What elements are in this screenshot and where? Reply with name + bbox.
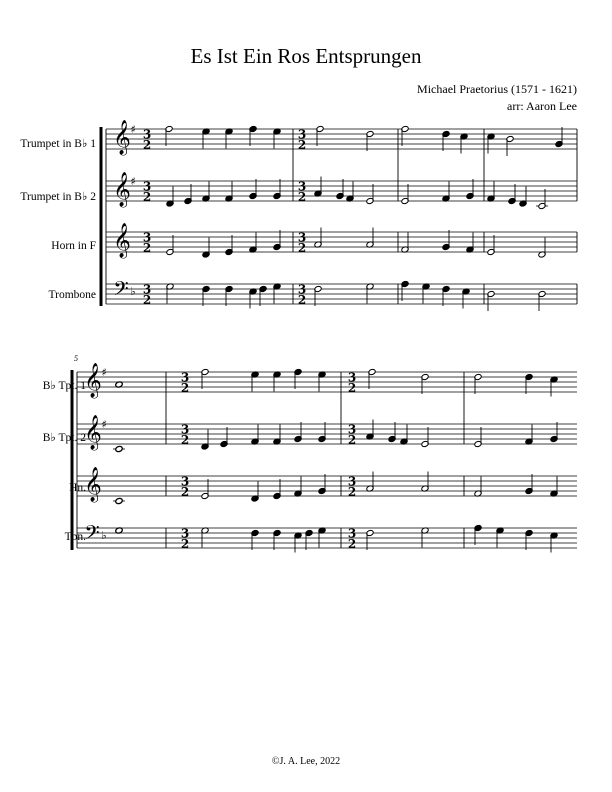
key-sharp-icon: ♯ xyxy=(130,175,136,188)
instrument-name-trombone: Trombone xyxy=(48,289,96,301)
instrument-name-trumpet-1: Trumpet in B♭ 1 xyxy=(20,138,96,150)
system1-time-signature-top: 3 xyxy=(142,127,152,142)
treble-clef-icon: 𝄞 xyxy=(84,467,102,502)
score-title: Es Ist Ein Ros Entsprungen xyxy=(190,44,422,68)
instrument-name-trumpet-2: Trumpet in B♭ 2 xyxy=(20,191,96,203)
system2-time-signature-top: 3 xyxy=(180,422,190,437)
treble-clef-icon: 𝄞 xyxy=(84,415,102,450)
instrument-abbrev-horn: Hn. xyxy=(69,482,86,494)
system1-time-signature-bottom: 2 xyxy=(142,241,152,255)
system2-time-signature-bottom: 2 xyxy=(180,433,190,447)
arranger-credit: arr: Aaron Lee xyxy=(507,99,577,113)
key-sharp-icon: ♯ xyxy=(130,123,136,136)
system1-time-signature-top: 3 xyxy=(142,230,152,245)
instrument-abbrev-trombone: Tbn. xyxy=(64,531,86,543)
key-flat-icon: ♭ xyxy=(130,285,136,298)
system1-time-signature-bottom: 2 xyxy=(142,293,152,307)
treble-clef-icon: 𝄞 xyxy=(113,120,131,155)
system2-time-signature-bottom: 2 xyxy=(180,381,190,395)
key-sharp-icon: ♯ xyxy=(101,366,107,379)
system1-time-change-top: 3 xyxy=(297,127,307,142)
system2-time-signature-top: 3 xyxy=(180,474,190,489)
system1-time-signature-top: 3 xyxy=(142,282,152,297)
system1-time-change-top: 3 xyxy=(297,179,307,194)
copyright-notice: ©J. A. Lee, 2022 xyxy=(271,756,341,767)
composer-credit: Michael Praetorius (1571 - 1621) xyxy=(417,82,577,96)
system2-time-change-bottom: 2 xyxy=(347,381,357,395)
key-sharp-icon: ♯ xyxy=(101,418,107,431)
system2-time-change-top: 3 xyxy=(347,370,357,385)
system2-time-change-bottom: 2 xyxy=(347,485,357,499)
system2-time-change-bottom: 2 xyxy=(347,433,357,447)
system2-time-change-top: 3 xyxy=(347,474,357,489)
treble-clef-icon: 𝄞 xyxy=(113,223,131,258)
system2-time-change-top: 3 xyxy=(347,526,357,541)
treble-clef-icon: 𝄞 xyxy=(113,172,131,207)
note-head xyxy=(115,497,123,504)
staves xyxy=(72,120,577,553)
system1-time-change-top: 3 xyxy=(297,282,307,297)
system2-time-signature-top: 3 xyxy=(180,370,190,385)
bass-clef-icon: 𝄢 xyxy=(113,277,129,305)
system2-time-change-bottom: 2 xyxy=(347,537,357,551)
system1-time-signature-top: 3 xyxy=(142,179,152,194)
system1-time-signature-bottom: 2 xyxy=(142,138,152,152)
system2-time-signature-bottom: 2 xyxy=(180,537,190,551)
bass-clef-icon: 𝄢 xyxy=(84,521,100,549)
system1-time-change-bottom: 2 xyxy=(297,138,307,152)
system1-time-change-top: 3 xyxy=(297,230,307,245)
system1-time-change-bottom: 2 xyxy=(297,241,307,255)
system2-time-signature-bottom: 2 xyxy=(180,485,190,499)
instrument-name-horn: Horn in F xyxy=(51,240,96,252)
measure-number: 5 xyxy=(74,354,78,363)
note-head xyxy=(115,445,123,452)
system2-time-signature-top: 3 xyxy=(180,526,190,541)
instrument-abbrev-trumpet-2: B♭ Tpt. 2 xyxy=(42,432,86,444)
system1-time-change-bottom: 2 xyxy=(297,190,307,204)
treble-clef-icon: 𝄞 xyxy=(84,363,102,398)
instrument-abbrev-trumpet-1: B♭ Tpt. 1 xyxy=(42,380,86,392)
key-flat-icon: ♭ xyxy=(101,529,107,542)
system1-time-change-bottom: 2 xyxy=(297,293,307,307)
system2-time-change-top: 3 xyxy=(347,422,357,437)
system1-time-signature-bottom: 2 xyxy=(142,190,152,204)
